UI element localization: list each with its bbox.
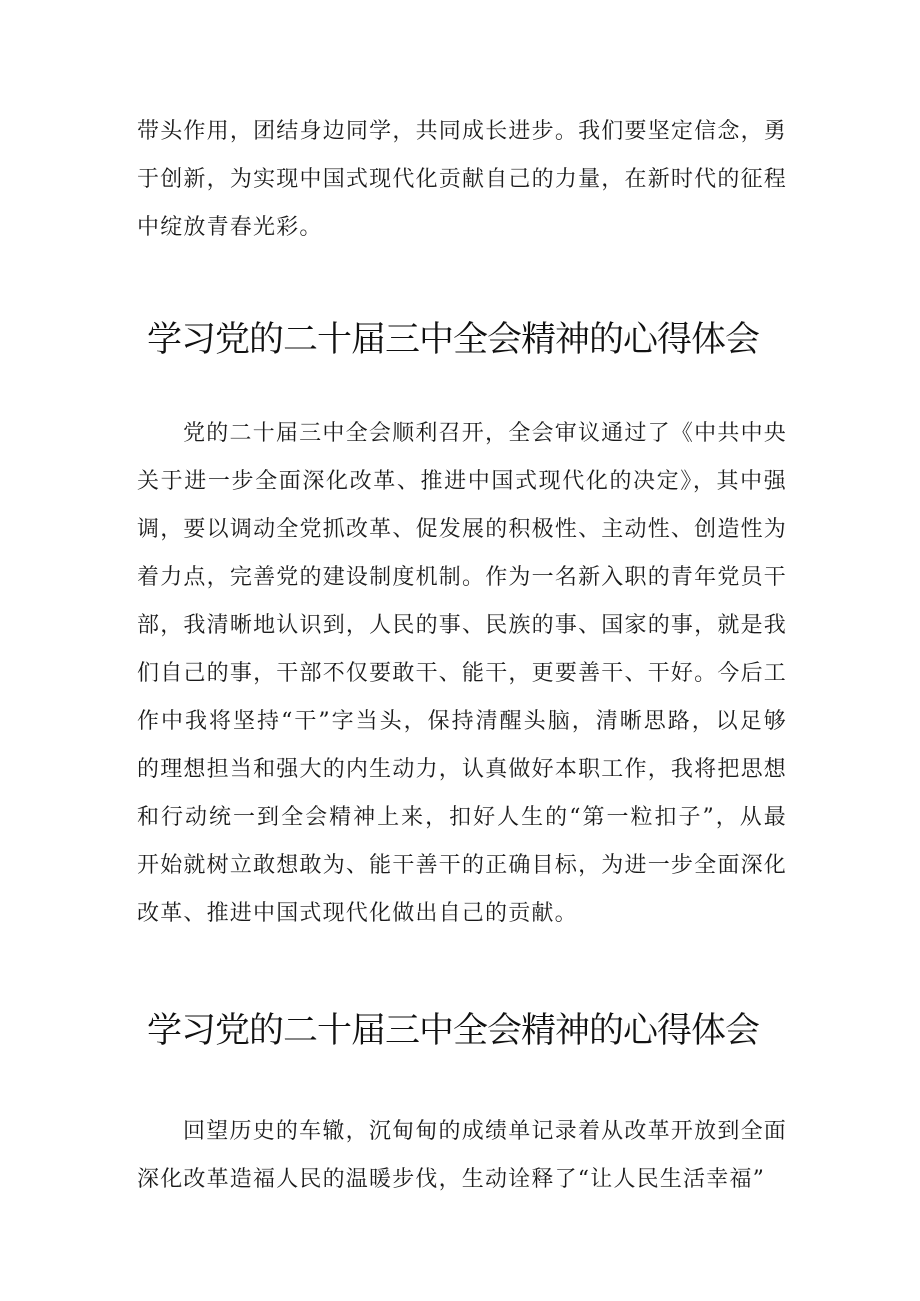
section-heading-1: 学习党的二十届三中全会精神的心得体会 xyxy=(147,320,760,360)
section-heading-2: 学习党的二十届三中全会精神的心得体会 xyxy=(147,1011,760,1051)
body-paragraph-continued: 带头作用，团结身边同学，共同成长进步。我们要坚定信念，勇于创新，为实现中国式现代化贡献自己的力量，在新时代的征程中绽放青春光彩。 xyxy=(137,119,787,240)
body-paragraph-1: 党的二十届三中全会顺利召开，全会审议通过了《中共中央关于进一步全面深化改革、推进中国式现代化的决定》，其中强调，要以调动全党抓改革、促发展的积极性、主动性、创造性为着力点，完善党的建设制度机制。作为一名新入职的青年党员干部，我清晰地认识到，人民的事、民族的事、国家的事，就是我们自己的事，干部不仅要敢干、能干，更要善干、干好。今后工作中我将坚持“干”字当头，保持清醒头脑，清晰思路，以足够的理想担当和强大的内生动力，认真做好本职工作，我将把思想和行动统一到全会精神上来，扣好人生的“第一粒扣子”，从最开始就树立敢想敢为、能干善干的正确目标，为进一步全面深化改革、推进中国式现代化做出自己的贡献。 xyxy=(137,421,787,926)
body-paragraph-2: 回望历史的车辙，沉甸甸的成绩单记录着从改革开放到全面深化改革造福人民的温暖步伐，生动诠释了“让人民生活幸福” xyxy=(137,1119,787,1192)
